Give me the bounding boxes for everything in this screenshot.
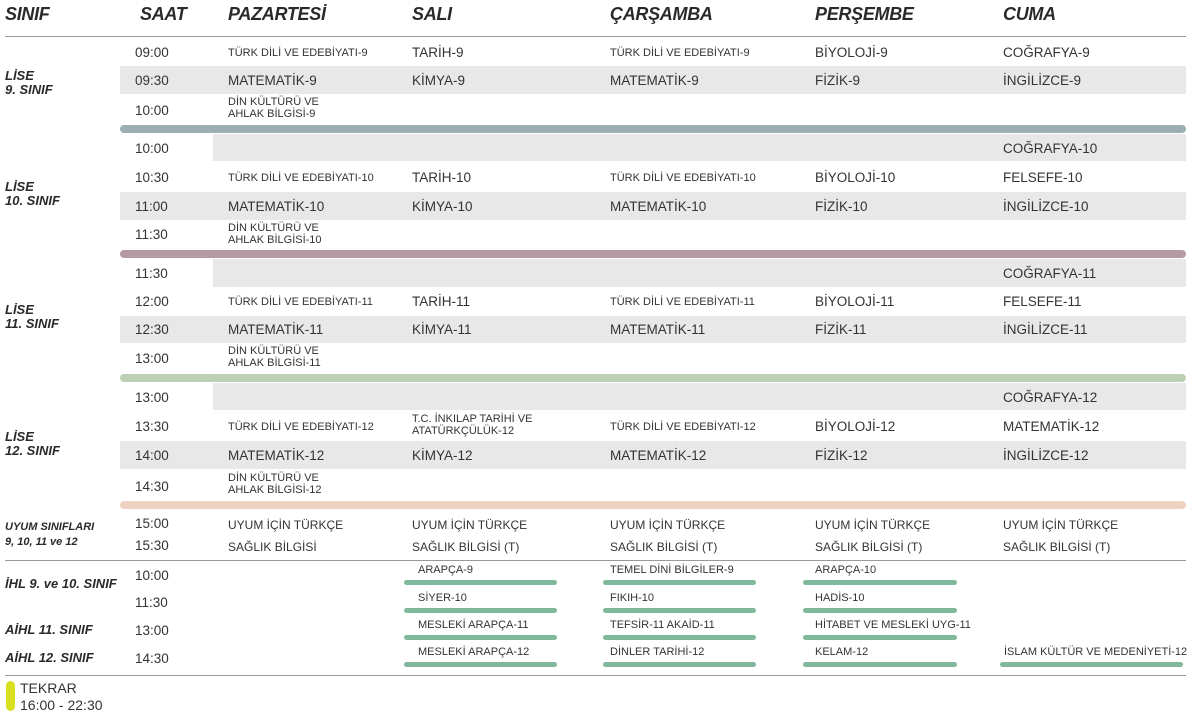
time-cell: 09:30 bbox=[135, 73, 169, 88]
cell: MESLEKİ ARAPÇA-12 bbox=[418, 646, 530, 658]
header-sali: SALI bbox=[412, 4, 452, 24]
cell: FİZİK-12 bbox=[815, 448, 868, 463]
separator-11 bbox=[120, 374, 1186, 382]
cell: DİN KÜLTÜRÜ VE AHLAK BİLGİSİ-9 bbox=[228, 96, 319, 120]
cell: İSLAM KÜLTÜR VE MEDENİYETİ-12 bbox=[1004, 646, 1188, 658]
time-cell: 11:30 bbox=[135, 266, 168, 281]
time-cell: 10:30 bbox=[135, 170, 169, 185]
underline bbox=[404, 635, 557, 640]
cell: KİMYA-9 bbox=[412, 73, 466, 88]
cell: COĞRAFYA-9 bbox=[1003, 45, 1090, 60]
time-cell: 13:00 bbox=[135, 351, 169, 366]
cell: MESLEKİ ARAPÇA-11 bbox=[418, 619, 529, 631]
time-cell: 13:00 bbox=[135, 623, 169, 638]
cell: FİZİK-9 bbox=[815, 73, 861, 88]
cell: İNGİLİZCE-12 bbox=[1003, 448, 1089, 463]
group-label-9: LİSE 9. SINIF bbox=[5, 68, 53, 97]
cell: MATEMATİK-10 bbox=[228, 199, 325, 214]
cell: UYUM İÇİN TÜRKÇE bbox=[412, 518, 528, 532]
cell: İNGİLİZCE-10 bbox=[1003, 199, 1089, 214]
header-pazartesi: PAZARTESİ bbox=[228, 4, 326, 24]
underline bbox=[603, 608, 756, 613]
cell: DİN KÜLTÜRÜ VE AHLAK BİLGİSİ-11 bbox=[228, 345, 321, 369]
time-cell: 11:00 bbox=[135, 199, 168, 214]
time-cell: 14:00 bbox=[135, 448, 169, 463]
cell: TARİH-11 bbox=[412, 294, 471, 309]
time-cell: 14:30 bbox=[135, 479, 169, 494]
cell: SAĞLIK BİLGİSİ bbox=[228, 540, 317, 554]
underline bbox=[1000, 662, 1183, 667]
time-cell: 11:30 bbox=[135, 227, 168, 242]
cell: TÜRK DİLİ VE EDEBİYATI-9 bbox=[228, 47, 368, 59]
cell: HADİS-10 bbox=[815, 592, 865, 604]
cell: BİYOLOJİ-11 bbox=[815, 294, 895, 309]
underline bbox=[603, 662, 756, 667]
cell: MATEMATİK-10 bbox=[610, 199, 707, 214]
bottom-divider bbox=[5, 675, 1186, 676]
underline bbox=[404, 608, 557, 613]
time-cell: 10:00 bbox=[135, 103, 169, 118]
time-cell: 12:30 bbox=[135, 322, 169, 337]
cell: DİN KÜLTÜRÜ VE AHLAK BİLGİSİ-12 bbox=[228, 472, 322, 496]
cell: FIKIH-10 bbox=[610, 592, 655, 604]
time-cell: 09:00 bbox=[135, 45, 169, 60]
group-label-aihl-11: AİHL 11. SINIF bbox=[5, 622, 93, 637]
cell: TÜRK DİLİ VE EDEBİYATI-11 bbox=[228, 296, 373, 308]
header-carsamba: ÇARŞAMBA bbox=[610, 4, 713, 24]
cell: MATEMATİK-12 bbox=[228, 448, 325, 463]
time-cell: 15:00 bbox=[135, 516, 169, 531]
group-label-11: LİSE 11. SINIF bbox=[5, 302, 59, 331]
underline bbox=[603, 580, 756, 585]
tekrar-marker bbox=[6, 681, 15, 711]
cell: SAĞLIK BİLGİSİ (T) bbox=[1003, 540, 1111, 554]
cell: TÜRK DİLİ VE EDEBİYATI-10 bbox=[610, 172, 756, 184]
cell: UYUM İÇİN TÜRKÇE bbox=[1003, 518, 1119, 532]
time-cell: 15:30 bbox=[135, 538, 169, 553]
underline bbox=[603, 635, 756, 640]
cell: TARİH-9 bbox=[412, 45, 464, 60]
cell: COĞRAFYA-10 bbox=[1003, 141, 1098, 156]
cell: TÜRK DİLİ VE EDEBİYATI-11 bbox=[610, 296, 755, 308]
tekrar-time: 16:00 - 22:30 bbox=[20, 697, 103, 713]
cell: TARİH-10 bbox=[412, 170, 472, 185]
cell: TEMEL DİNİ BİLGİLER-9 bbox=[610, 564, 734, 576]
cell: ARAPÇA-10 bbox=[815, 564, 877, 576]
cell: T.C. İNKILAP TARİHİ VE ATATÜRKÇÜLÜK-12 bbox=[412, 413, 533, 437]
separator-9 bbox=[120, 125, 1186, 133]
cell: TÜRK DİLİ VE EDEBİYATI-10 bbox=[228, 172, 374, 184]
cell: FİZİK-11 bbox=[815, 322, 867, 337]
underline bbox=[803, 608, 957, 613]
time-cell: 12:00 bbox=[135, 294, 169, 309]
separator-10 bbox=[120, 250, 1186, 258]
cell: MATEMATİK-11 bbox=[610, 322, 706, 337]
cell: FİZİK-10 bbox=[815, 199, 868, 214]
cell: HİTABET VE MESLEKİ UYG-11 bbox=[815, 619, 971, 631]
cell: KİMYA-11 bbox=[412, 322, 472, 337]
tekrar-label: TEKRAR bbox=[20, 680, 77, 696]
cell: BİYOLOJİ-10 bbox=[815, 170, 896, 185]
cell: MATEMATİK-9 bbox=[610, 73, 699, 88]
cell: KELAM-12 bbox=[815, 646, 869, 658]
cell: TÜRK DİLİ VE EDEBİYATI-9 bbox=[610, 47, 750, 59]
time-cell: 10:00 bbox=[135, 141, 169, 156]
group-label-ihl: İHL 9. ve 10. SINIF bbox=[5, 576, 117, 591]
time-cell: 11:30 bbox=[135, 595, 168, 610]
time-cell: 14:30 bbox=[135, 651, 169, 666]
cell: TEFSİR-11 AKAİD-11 bbox=[610, 619, 715, 631]
underline bbox=[803, 662, 957, 667]
cell: KİMYA-12 bbox=[412, 448, 473, 463]
cell: MATEMATİK-9 bbox=[228, 73, 317, 88]
cell: SİYER-10 bbox=[418, 592, 467, 604]
cell: BİYOLOJİ-12 bbox=[815, 419, 896, 434]
cell: TÜRK DİLİ VE EDEBİYATI-12 bbox=[228, 421, 374, 433]
cell: UYUM İÇİN TÜRKÇE bbox=[610, 518, 726, 532]
cell: UYUM İÇİN TÜRKÇE bbox=[815, 518, 931, 532]
cell: DİN KÜLTÜRÜ VE AHLAK BİLGİSİ-10 bbox=[228, 222, 322, 246]
header-saat: SAAT bbox=[140, 4, 187, 24]
tekrar-block bbox=[20, 680, 103, 714]
cell: COĞRAFYA-12 bbox=[1003, 390, 1098, 405]
uyum-divider bbox=[5, 560, 1186, 561]
underline bbox=[803, 635, 957, 640]
cell: BİYOLOJİ-9 bbox=[815, 45, 888, 60]
cell: DİNLER TARİHİ-12 bbox=[610, 646, 705, 658]
header-cuma: CUMA bbox=[1003, 4, 1056, 24]
cell: MATEMATİK-12 bbox=[1003, 419, 1100, 434]
cell: İNGİLİZCE-11 bbox=[1003, 322, 1088, 337]
group-label-uyum: UYUM SINIFLARI 9, 10, 11 ve 12 bbox=[5, 521, 95, 548]
cell: MATEMATİK-12 bbox=[610, 448, 707, 463]
underline bbox=[404, 662, 557, 667]
time-cell: 13:30 bbox=[135, 419, 169, 434]
cell: ARAPÇA-9 bbox=[418, 564, 474, 576]
group-label-10: LİSE 10. SINIF bbox=[5, 179, 60, 208]
cell: UYUM İÇİN TÜRKÇE bbox=[228, 518, 344, 532]
header-persembe: PERŞEMBE bbox=[815, 4, 914, 24]
cell: MATEMATİK-11 bbox=[228, 322, 324, 337]
cell: SAĞLIK BİLGİSİ (T) bbox=[610, 540, 718, 554]
cell: COĞRAFYA-11 bbox=[1003, 266, 1097, 281]
cell: SAĞLIK BİLGİSİ (T) bbox=[412, 540, 520, 554]
time-cell: 13:00 bbox=[135, 390, 169, 405]
time-cell: 10:00 bbox=[135, 568, 169, 583]
header-divider bbox=[5, 36, 1186, 37]
group-label-12: LİSE 12. SINIF bbox=[5, 429, 60, 458]
cell: FELSEFE-10 bbox=[1003, 170, 1083, 185]
group-label-aihl-12: AİHL 12. SINIF bbox=[5, 650, 94, 665]
cell: SAĞLIK BİLGİSİ (T) bbox=[815, 540, 923, 554]
cell: TÜRK DİLİ VE EDEBİYATI-12 bbox=[610, 421, 756, 433]
cell: İNGİLİZCE-9 bbox=[1003, 73, 1082, 88]
cell: KİMYA-10 bbox=[412, 199, 473, 214]
separator-12 bbox=[120, 501, 1186, 509]
header-sinif: SINIF bbox=[5, 4, 50, 24]
cell: FELSEFE-11 bbox=[1003, 294, 1082, 309]
underline bbox=[404, 580, 557, 585]
underline bbox=[803, 580, 957, 585]
